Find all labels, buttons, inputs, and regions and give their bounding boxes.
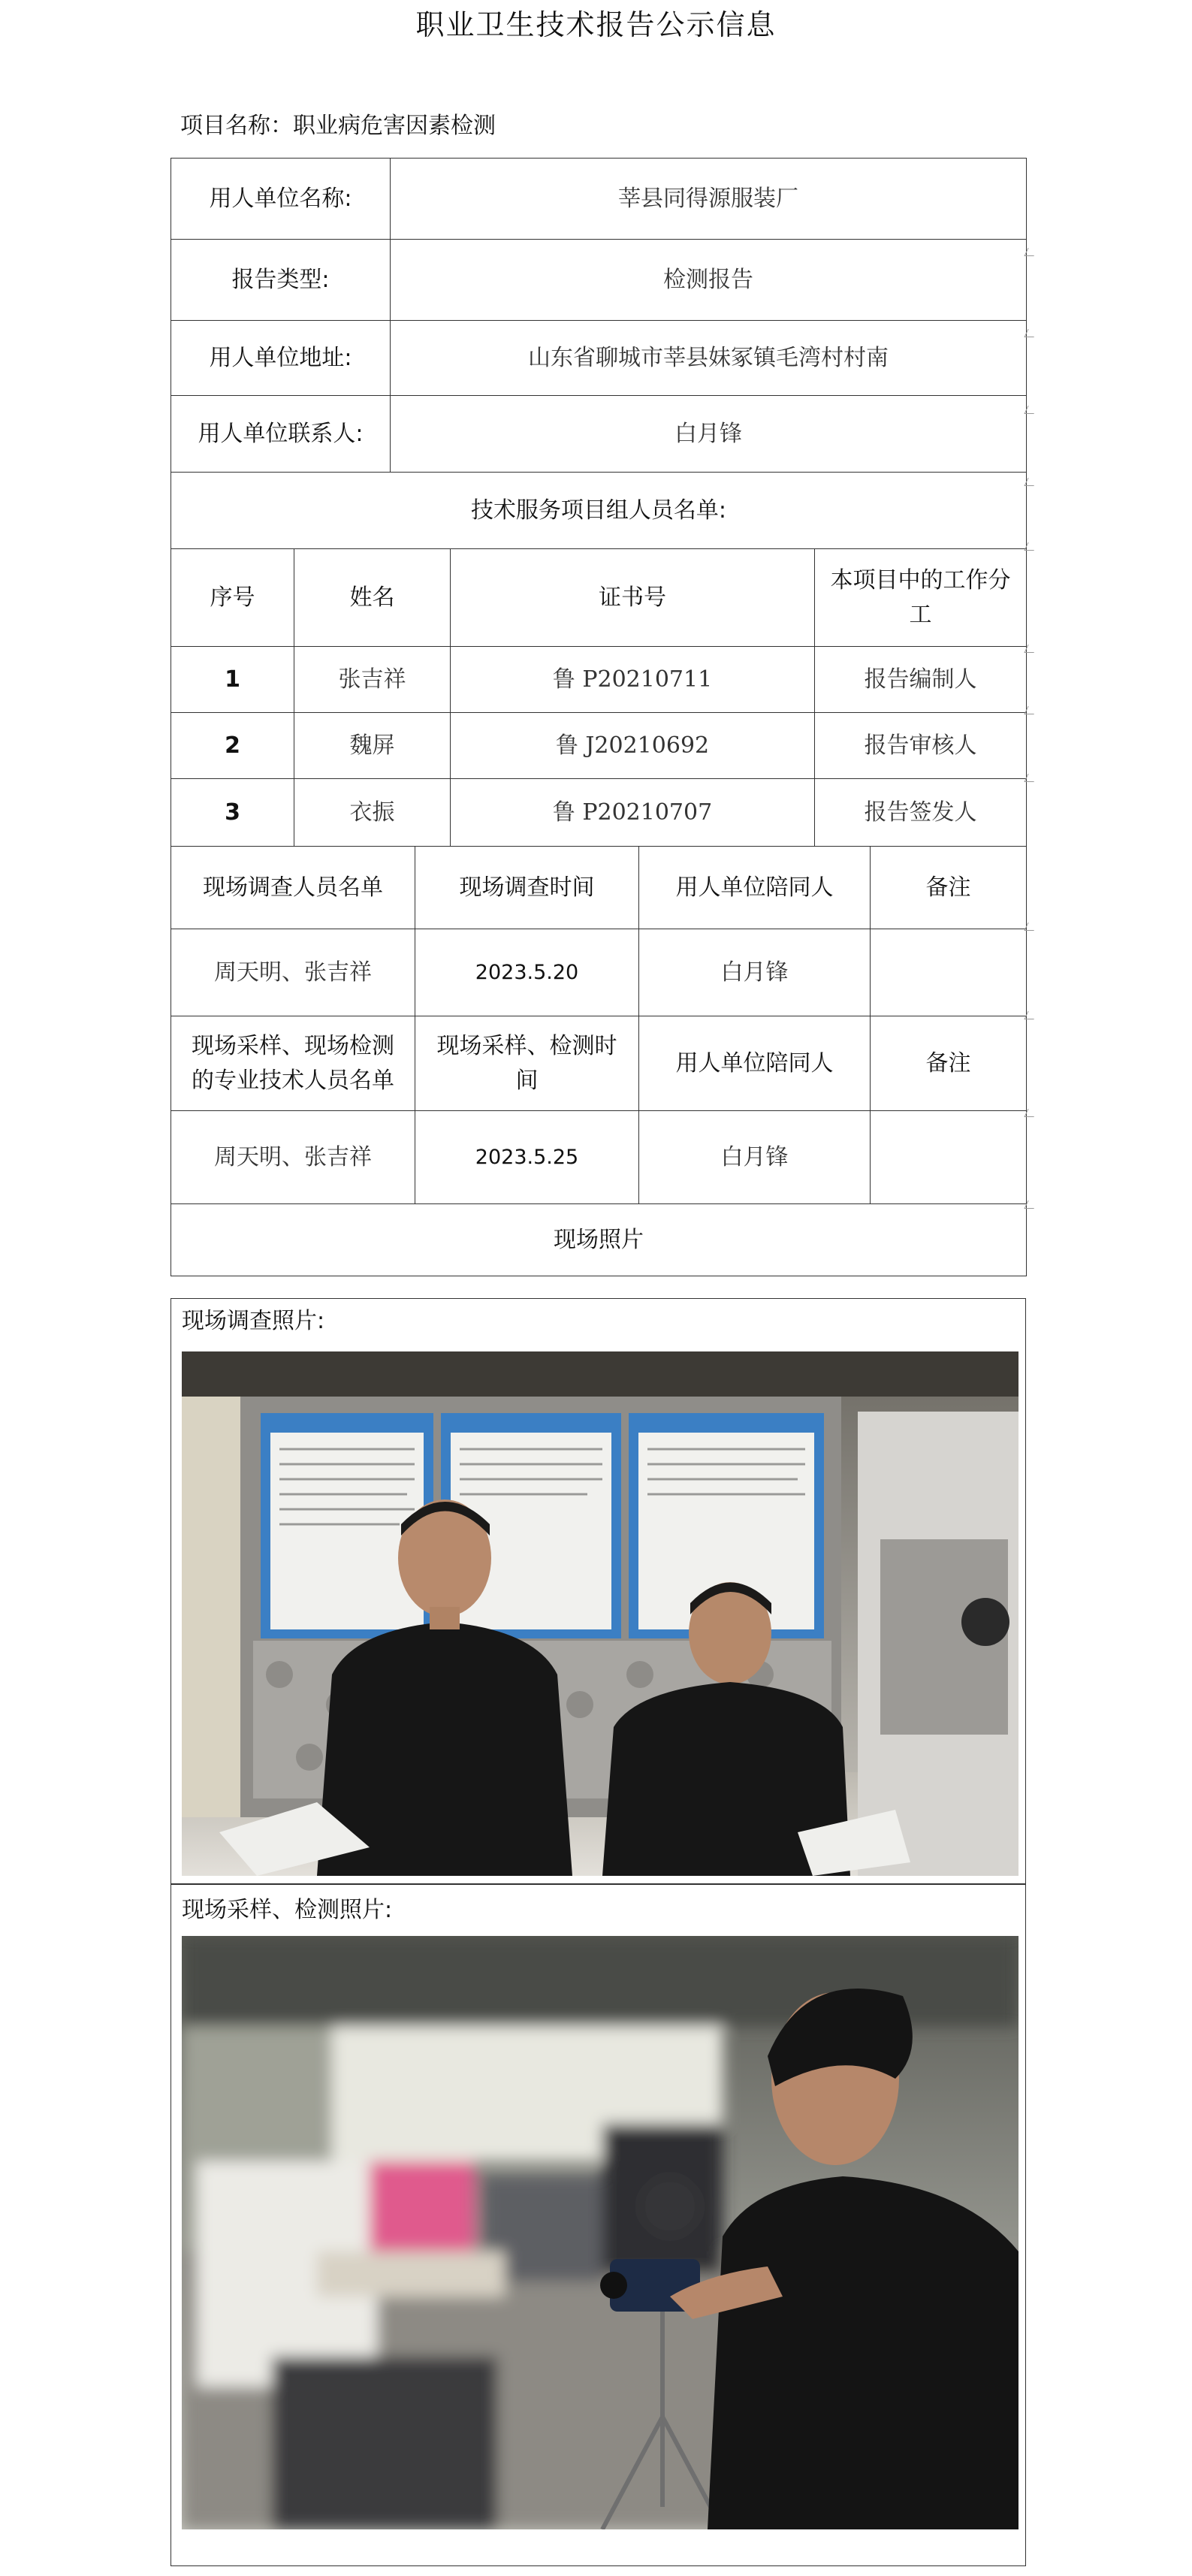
info-table: [171, 158, 1027, 549]
sampling-header-note: 备注: [871, 1016, 1027, 1111]
sampling-photo-label: 现场采样、检测照片:: [182, 1897, 393, 1923]
team-header-name: 姓名: [294, 549, 451, 647]
survey-photo-image: [182, 1351, 1018, 1876]
team-table: [171, 548, 1027, 847]
survey-header-note: 备注: [871, 847, 1027, 929]
survey-header-escort: 用人单位陪同人: [639, 847, 871, 929]
report-type-value: 检测报告: [391, 240, 1027, 321]
survey-note: [871, 929, 1027, 1016]
survey-header-date: 现场调查时间: [415, 847, 639, 929]
sampling-date: 2023.5.25: [415, 1111, 639, 1204]
table-row: [171, 647, 1027, 713]
team-row-no: 2: [171, 713, 294, 779]
sampling-header-escort: 用人单位陪同人: [639, 1016, 871, 1111]
photos-heading: 现场照片: [171, 1204, 1027, 1276]
team-row-name: 衣振: [294, 779, 451, 847]
sampling-escort: 白月锋: [639, 1111, 871, 1204]
team-header-role: 本项目中的工作分工: [815, 549, 1027, 647]
team-row-name: 魏屏: [294, 713, 451, 779]
report-type-label: 报告类型:: [171, 240, 391, 321]
sampling-header-date: 现场采样、检测时间: [415, 1016, 639, 1111]
contact-label: 用人单位联系人:: [171, 396, 391, 473]
survey-header-people: 现场调查人员名单: [171, 847, 415, 929]
survey-table: [171, 846, 1027, 1276]
table-row: [171, 1111, 1027, 1204]
address-value: 山东省聊城市莘县妹冢镇毛湾村村南: [391, 321, 1027, 396]
sampling-people: 周天明、张吉祥: [171, 1111, 415, 1204]
address-label: 用人单位地址:: [171, 321, 391, 396]
survey-photo: [182, 1351, 1018, 1876]
project-name: 项目名称：职业病危害因素检测: [180, 113, 496, 139]
team-row-name: 张吉祥: [294, 647, 451, 713]
survey-escort: 白月锋: [639, 929, 871, 1016]
sampling-photo-image: [182, 1936, 1018, 2529]
team-row-cert: 鲁 P20210711: [451, 647, 815, 713]
employer-name-label: 用人单位名称:: [171, 159, 391, 240]
team-row-cert: 鲁 P20210707: [451, 779, 815, 847]
sampling-photo: [182, 1936, 1018, 2529]
survey-photo-label: 现场调查照片:: [182, 1308, 325, 1334]
document-title: 职业卫生技术报告公示信息: [415, 8, 777, 41]
sampling-photo-box: [171, 1884, 1026, 2566]
team-row-no: 3: [171, 779, 294, 847]
survey-people: 周天明、张吉祥: [171, 929, 415, 1016]
table-row: [171, 929, 1027, 1016]
team-heading: 技术服务项目组人员名单:: [171, 473, 1027, 549]
team-row-role: 报告审核人: [815, 713, 1027, 779]
table-row: [171, 713, 1027, 779]
team-row-role: 报告编制人: [815, 647, 1027, 713]
team-row-role: 报告签发人: [815, 779, 1027, 847]
survey-photo-box: [171, 1298, 1026, 1884]
table-row: [171, 779, 1027, 847]
team-row-cert: 鲁 J20210692: [451, 713, 815, 779]
team-row-no: 1: [171, 647, 294, 713]
team-header-no: 序号: [171, 549, 294, 647]
team-header-cert: 证书号: [451, 549, 815, 647]
contact-value: 白月锋: [391, 396, 1027, 473]
sampling-header-people: 现场采样、现场检测的专业技术人员名单: [171, 1016, 415, 1111]
sampling-note: [871, 1111, 1027, 1204]
employer-name-value: 莘县同得源服装厂: [391, 159, 1027, 240]
survey-date: 2023.5.20: [415, 929, 639, 1016]
